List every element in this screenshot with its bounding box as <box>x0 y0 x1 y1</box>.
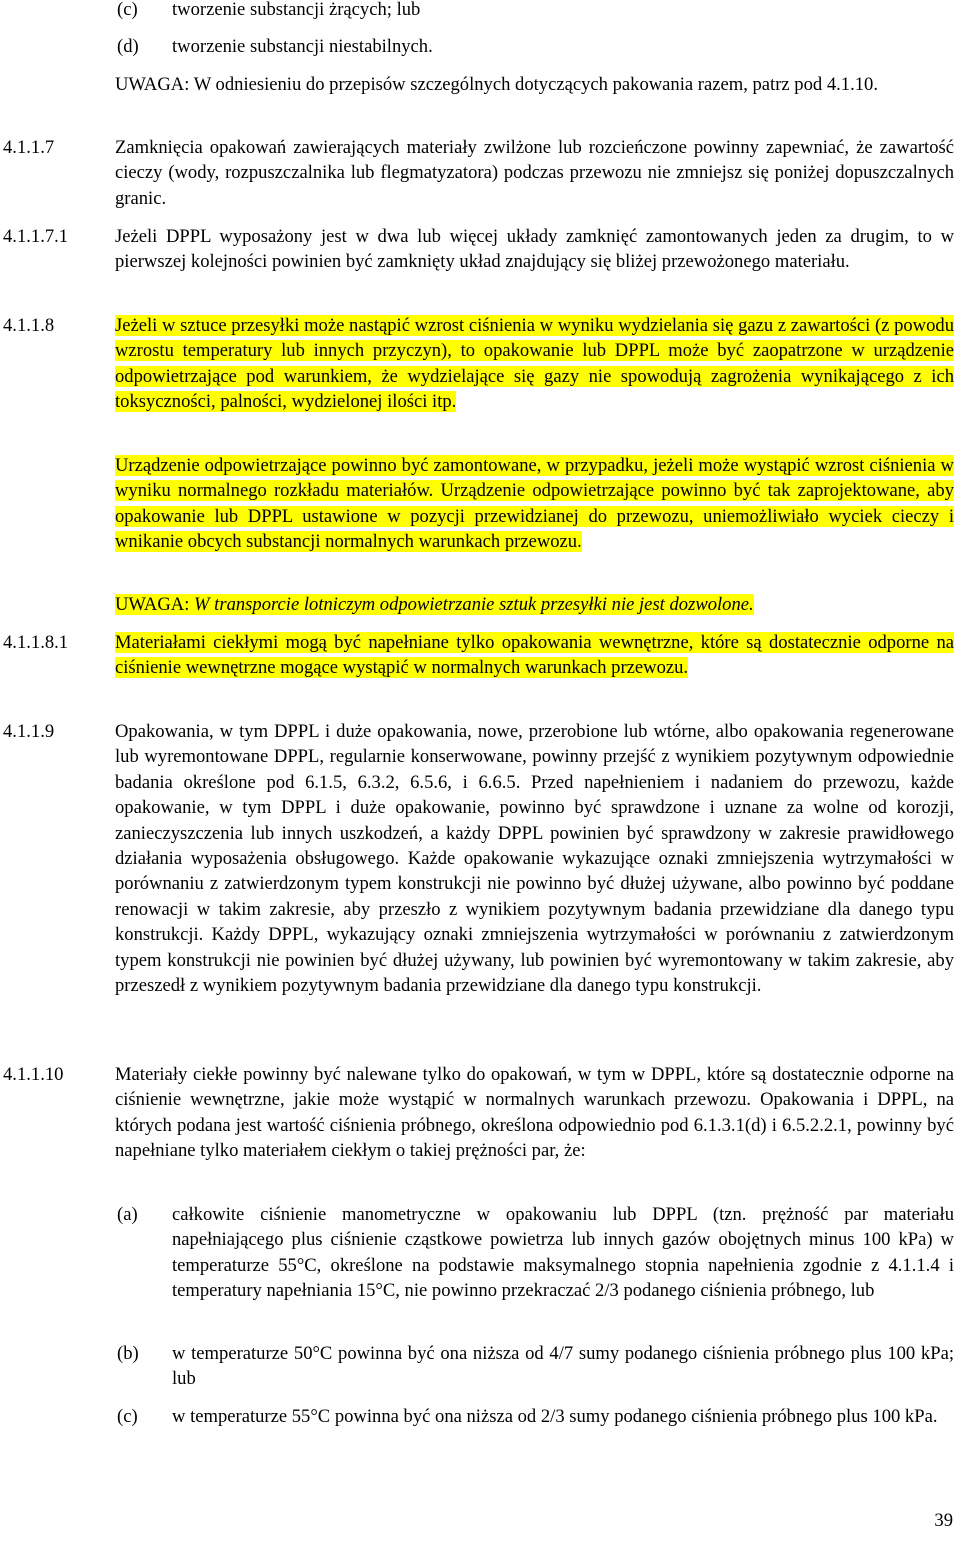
section-4-1-1-8-1 <box>0 630 960 708</box>
list-item-text: całkowite ciśnienie manometryczne w opakowaniu lub DPPL (tzn. prężność par materiału napełniającego plus ciśnienie cząstkowe powietrza lub innych gazów obojętnych minus 100 kPa) w temperaturze 55°C, określone na podstawie maksymalnego stopnia napełnienia zgodnie z 4.1.1.4 i temperatury napełniania 15°C, nie powinno przekraczać 2/3 podanego ciśnienia próbnego, lub <box>172 1204 954 1302</box>
page-number: 39 <box>934 1510 953 1531</box>
note-text: W transporcie lotniczym odpowietrzanie sztuk przesyłki nie jest dozwolone. <box>194 594 754 615</box>
section-4-1-1-7 <box>0 135 960 213</box>
section-4-1-1-8-note <box>0 592 960 618</box>
list-item <box>0 1341 960 1393</box>
list-item <box>0 1404 960 1456</box>
section-number: 4.1.1.7 <box>3 137 55 158</box>
section-text-highlighted: Jeżeli w sztuce przesyłki może nastąpić wzrost ciśnienia w wyniku wydzielania się gazu z zawartości (z powodu wzrostu temperatury lub innych przyczyn), to opakowanie lub DPPL może być zaopatrzone w urządzenie odpowietrzające pod warunkiem, że wydzielające się gazy nie spowodują zagrożenia wynikającego z ich toksyczności, palności, wydzielonej ilości itp. <box>115 315 954 413</box>
list-item <box>0 1202 960 1332</box>
list-item-text: w temperaturze 50°C powinna być ona niższa od 4/7 sumy podanego ciśnienia próbnego plus 100 kPa; lub <box>172 1343 954 1390</box>
section-4-1-1-8 <box>0 313 960 443</box>
note-label: UWAGA: <box>115 74 190 95</box>
section-text: Opakowania, w tym DPPL i duże opakowania, nowe, przerobione lub wtórne, albo opakowania regenerowane lub wyremontowane DPPL, regularnie konserwowane, powinny przejść z wynikiem pozytywnym odpowiednie badania określone pod 6.1.5, 6.3.2, 6.5.6, i 6.6.5. Przed napełnieniem i nadaniem do przewozu, każde opakowanie, w tym DPPL i duże opakowanie, powinno być sprawdzone i uznane za wolne od korozji, zanieczyszczenia lub innych uszkodzeń, a każdy DPPL powinien być sprawdzony w zakresie prawidłowego działania wyposażenia obsługowego. Każde opakowanie wykazujące oznaki zmniejszenia wytrzymałości w porównaniu z zatwierdzonym typem konstrukcji nie powinno być dłużej używane, albo powinno być poddane renowacji w takim zakresie, aby przeszło z wynikiem pozytywnym badania przewidziane dla danego typu konstrukcji. Każdy DPPL, wykazujący oznaki zmniejszenia wytrzymałości w porównaniu z zatwierdzonym typem konstrukcji nie powinien być dłużej używany, lub powinien być wyremontowany w takim zakresie, aby przeszedł z wynikiem pozytywnym badania przewidziane dla danego typu konstrukcji. <box>115 721 954 997</box>
note-label: UWAGA: <box>115 594 190 615</box>
list-item-label: (a) <box>117 1204 138 1225</box>
section-number: 4.1.1.8.1 <box>3 632 69 653</box>
section-4-1-1-10 <box>0 1062 960 1192</box>
section-text: Materiały ciekłe powinny być nalewane tylko do opakowań, w tym w DPPL, które są dostatecznie odporne na ciśnienie wewnętrzne, jakie może wystąpić w normalnych warunkach przewozu. Opakowania i DPPL, na których podana jest wartość ciśnienia próbnego, określona odpowiednio pod 6.1.3.1(d) i 6.5.2.2.1, powinny być napełniane tylko materiałem ciekłym o takiej prężności par, że: <box>115 1064 954 1162</box>
list-item-label: (d) <box>117 36 139 57</box>
section-number: 4.1.1.7.1 <box>3 226 69 247</box>
list-item-label: (b) <box>117 1343 139 1364</box>
note-top <box>0 72 960 124</box>
section-text-highlighted: Urządzenie odpowietrzające powinno być zamontowane, w przypadku, jeżeli może wystąpić wzrost ciśnienia w wyniku normalnego rozkładu materiałów. Urządzenie odpowietrzające powinno być tak zaprojektowane, aby opakowanie lub DPPL ustawione w pozycji przewidzianej do przewozu, uniemożliwiało wyciek cieczy i wnikanie obcych substancji normalnych warunkach przewozu. <box>115 455 954 553</box>
list-item <box>0 0 960 23</box>
section-text: Jeżeli DPPL wyposażony jest w dwa lub więcej układy zamknięć zamontowanych jeden za drugim, to w pierwszej kolejności powinien być zamknięty układ znajdujący się bliżej przewożonego materiału. <box>115 226 954 273</box>
list-item-text: tworzenie substancji niestabilnych. <box>172 36 433 57</box>
list-item-label: (c) <box>117 1406 138 1427</box>
section-text: Zamknięcia opakowań zawierających materiały zwilżone lub rozcieńczone powinny zapewniać, że zawartość cieczy (wody, rozpuszczalnika lub flegmatyzatora) podczas przewozu nie zmniejsz się poniżej dopuszczalnych granic. <box>115 137 954 209</box>
section-4-1-1-9 <box>0 719 960 1049</box>
section-number: 4.1.1.8 <box>3 315 55 336</box>
list-item-label: (c) <box>117 0 138 20</box>
section-text-highlighted: Materiałami ciekłymi mogą być napełniane tylko opakowania wewnętrzne, które są dostatecznie odporne na ciśnienie wewnętrzne mogące wystąpić w normalnych warunkach przewozu. <box>115 632 954 679</box>
list-item <box>0 34 960 60</box>
section-4-1-1-8-paragraph-2 <box>0 453 960 583</box>
list-item-text: w temperaturze 55°C powinna być ona niższa od 2/3 sumy podanego ciśnienia próbnego plus 100 kPa. <box>172 1406 938 1427</box>
note-text: W odniesieniu do przepisów szczególnych dotyczących pakowania razem, patrz pod 4.1.10. <box>193 74 878 95</box>
section-number: 4.1.1.9 <box>3 721 55 742</box>
section-number: 4.1.1.10 <box>3 1064 64 1085</box>
section-4-1-1-7-1 <box>0 224 960 302</box>
list-item-text: tworzenie substancji żrących; lub <box>172 0 421 20</box>
